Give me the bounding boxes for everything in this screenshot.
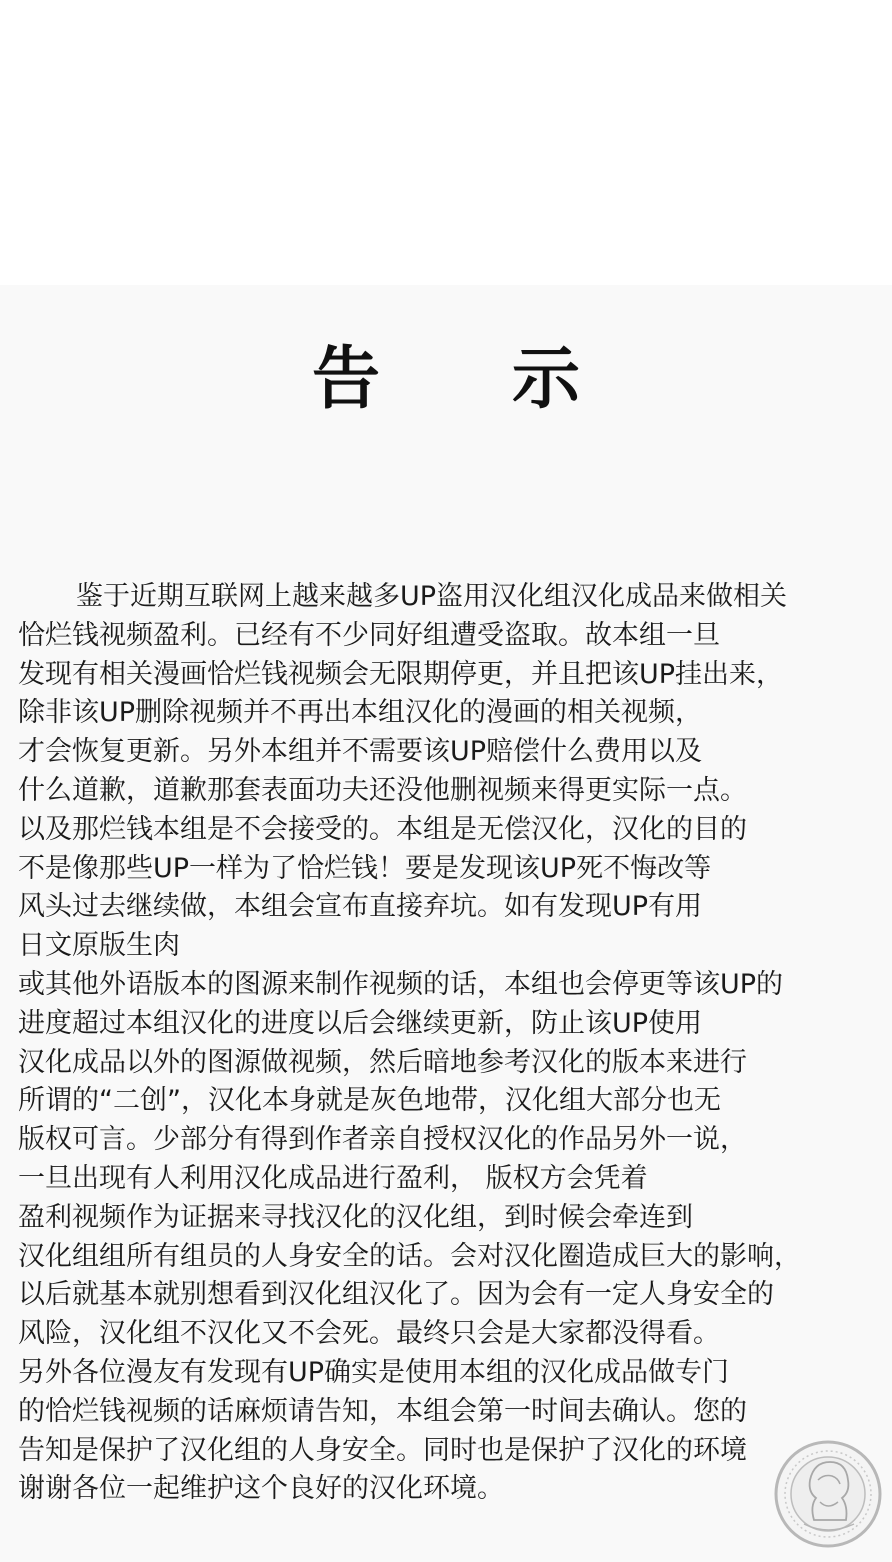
notice-line: 汉化成品以外的图源做视频，然后暗地参考汉化的版本来进行 (18, 1046, 747, 1078)
notice-line: 鉴于近期互联网上越来越多UP盗用汉化组汉化成品来做相关 (76, 581, 788, 612)
notice-line: 汉化组组所有组员的人身安全的话。会对汉化圈造成巨大的影响， (18, 1240, 801, 1272)
notice-line: 版权可言。少部分有得到作者亲自授权汉化的作品另外一说， (18, 1124, 747, 1156)
notice-line: 谢谢各位一起维护这个良好的汉化环境。 (18, 1473, 504, 1505)
notice-line: 日文原版生肉 (18, 930, 180, 962)
notice-title-char-1: 告 (311, 340, 380, 419)
group-seal-stamp-icon (774, 1440, 882, 1548)
notice-title-char-2: 示 (511, 340, 580, 419)
notice-line: 另外各位漫友有发现有UP确实是使用本组的汉化成品做专门 (18, 1356, 730, 1388)
notice-title (0, 340, 892, 420)
notice-line: 进度超过本组汉化的进度以后会继续更新，防止该UP使用 (18, 1007, 703, 1039)
top-blank-area (0, 0, 892, 285)
notice-line: 告知是保护了汉化组的人身安全。同时也是保护了汉化的环境 (18, 1434, 747, 1466)
notice-line: 不是像那些UP一样为了恰烂钱！要是发现该UP死不悔改等 (18, 852, 712, 884)
notice-line: 才会恢复更新。另外本组并不需要该UP赔偿什么费用以及 (18, 736, 703, 768)
notice-line: 除非该UP删除视频并不再出本组汉化的漫画的相关视频， (18, 697, 703, 729)
notice-line: 以及那烂钱本组是不会接受的。本组是无偿汉化，汉化的目的 (18, 813, 747, 845)
notice-line: 风头过去继续做，本组会宣布直接弃坑。如有发现UP有用 (18, 891, 703, 923)
notice-body (18, 578, 888, 1509)
notice-line: 一旦出现有人利用汉化成品进行盈利， 版权方会凭着 (18, 1162, 648, 1194)
notice-line: 以后就基本就别想看到汉化组汉化了。因为会有一定人身安全的 (18, 1279, 774, 1311)
notice-line: 什么道歉，道歉那套表面功夫还没他删视频来得更实际一点。 (18, 774, 747, 806)
notice-line: 所谓的“二创”，汉化本身就是灰色地带，汉化组大部分也无 (18, 1085, 721, 1117)
notice-line: 盈利视频作为证据来寻找汉化的汉化组，到时候会牵连到 (18, 1201, 693, 1233)
notice-line: 或其他外语版本的图源来制作视频的话，本组也会停更等该UP的 (18, 968, 784, 1000)
notice-line: 恰烂钱视频盈利。已经有不少同好组遭受盗取。故本组一旦 (18, 619, 720, 651)
notice-line: 的恰烂钱视频的话麻烦请告知，本组会第一时间去确认。您的 (18, 1395, 747, 1427)
notice-line: 风险，汉化组不汉化又不会死。最终只会是大家都没得看。 (18, 1318, 720, 1350)
notice-line: 发现有相关漫画恰烂钱视频会无限期停更，并且把该UP挂出来， (18, 658, 784, 690)
